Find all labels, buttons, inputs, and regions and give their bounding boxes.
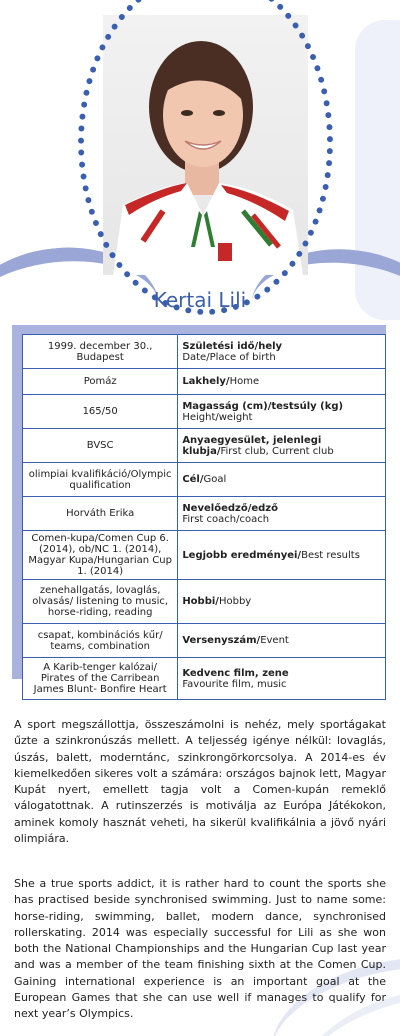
row-label-english: Goal: [203, 474, 227, 485]
row-label: [178, 580, 386, 624]
row-label: [178, 658, 386, 700]
row-label-english: Home: [229, 376, 260, 387]
row-value: 1999. december 30., Budapest: [23, 335, 178, 369]
table-row: [23, 369, 386, 395]
row-value: zenehallgatás, lovaglás, olvasás/ listening to music, horse-riding, reading: [23, 580, 178, 624]
row-label-english: Height/weight: [182, 411, 253, 423]
row-label-english: Event: [260, 635, 289, 646]
row-label-hungarian: Hobbi/: [182, 596, 219, 607]
row-label-english: First coach/coach: [182, 513, 270, 525]
row-label-hungarian: Lakhely/: [182, 376, 230, 387]
row-label-english: Date/Place of birth: [182, 351, 276, 363]
row-label: [178, 369, 386, 395]
biography-hungarian: A sport megszállottja, összeszámolni is nehéz, mely sportágakat űzte a szinkronúszás mellett. A teljesség igénye nélkül: lovaglás, úszás, balett, moderntánc, szinkrongörkorcsolya. A 2014-es év kiemelkedően sikeres volt a számára: országos bajnok lett, Magyar Kupát nyert, emellett tagja volt a Comen-kupán remeklő válogatottnak. A rutinszerzés is motiválja az Európa Játékokon, aminek komoly hasznát veheti, ha sikerül kvalifikálnia a jövő nyári olimpiára.: [14, 718, 386, 846]
row-label-hungarian: Kedvenc film, zene: [182, 667, 289, 679]
row-value: A Karib-tenger kalózai/ Pirates of the Carribean James Blunt- Bonfire Heart: [23, 658, 178, 700]
table-row: [23, 395, 386, 429]
row-label-english: First club, Current club: [220, 445, 334, 457]
table-row: [23, 335, 386, 369]
row-label-hungarian: Versenyszám/: [182, 635, 261, 646]
row-value: Comen-kupa/Comen Cup 6. (2014), ob/NC 1. (2014), Magyar Kupa/Hungarian Cup 1. (2014): [23, 531, 178, 580]
biography-english: She a true sports addict, it is rather hard to count the sports she has practised beside synchronised swimming. Just to name some: horse-riding, swimming, ballet, modern dance, synchronised rollerskating. 2014 was especially successful for Lili as she won both the National Championships and the Hungarian Cup last year and was a member of the team finishing sixth at the Comen Cup. Gaining international experience is an important goal at the European Games that she can use well if manages to qualify for next year’s Olympics.: [14, 877, 386, 1021]
row-label: [178, 624, 386, 658]
row-label-hungarian: Születési idő/hely: [182, 340, 283, 352]
table-row: [23, 624, 386, 658]
row-value: Horváth Erika: [23, 497, 178, 531]
table-row: [23, 580, 386, 624]
row-label-hungarian: Cél/: [182, 474, 204, 485]
row-label-english: Best results: [301, 549, 360, 561]
profile-table: [22, 334, 386, 700]
row-label: [178, 531, 386, 580]
row-value: 165/50: [23, 395, 178, 429]
table-row: [23, 497, 386, 531]
row-value: olimpiai kvalifikáció/Olympic qualification: [23, 463, 178, 497]
table-row: [23, 429, 386, 463]
row-label: [178, 429, 386, 463]
row-label: [178, 335, 386, 369]
row-label-hungarian: Anyaegyesület, jelenlegi klubja/: [182, 434, 322, 457]
row-value: BVSC: [23, 429, 178, 463]
row-label-hungarian: Legjobb eredményei/: [182, 549, 302, 561]
row-label-hungarian: Magasság (cm)/testsúly (kg): [182, 400, 344, 412]
row-label-hungarian: Nevelőedző/edző: [182, 502, 278, 514]
row-label: [178, 497, 386, 531]
table-row: [23, 531, 386, 580]
athlete-name: Kertai Lili: [153, 288, 247, 312]
row-label: [178, 395, 386, 429]
table-row: [23, 463, 386, 497]
row-label-english: Hobby: [218, 596, 252, 607]
row-label: [178, 463, 386, 497]
table-row: [23, 658, 386, 700]
row-label-english: Favourite film, music: [182, 678, 287, 690]
row-value: Pomáz: [23, 369, 178, 395]
row-value: csapat, kombinációs kűr/ teams, combination: [23, 624, 178, 658]
